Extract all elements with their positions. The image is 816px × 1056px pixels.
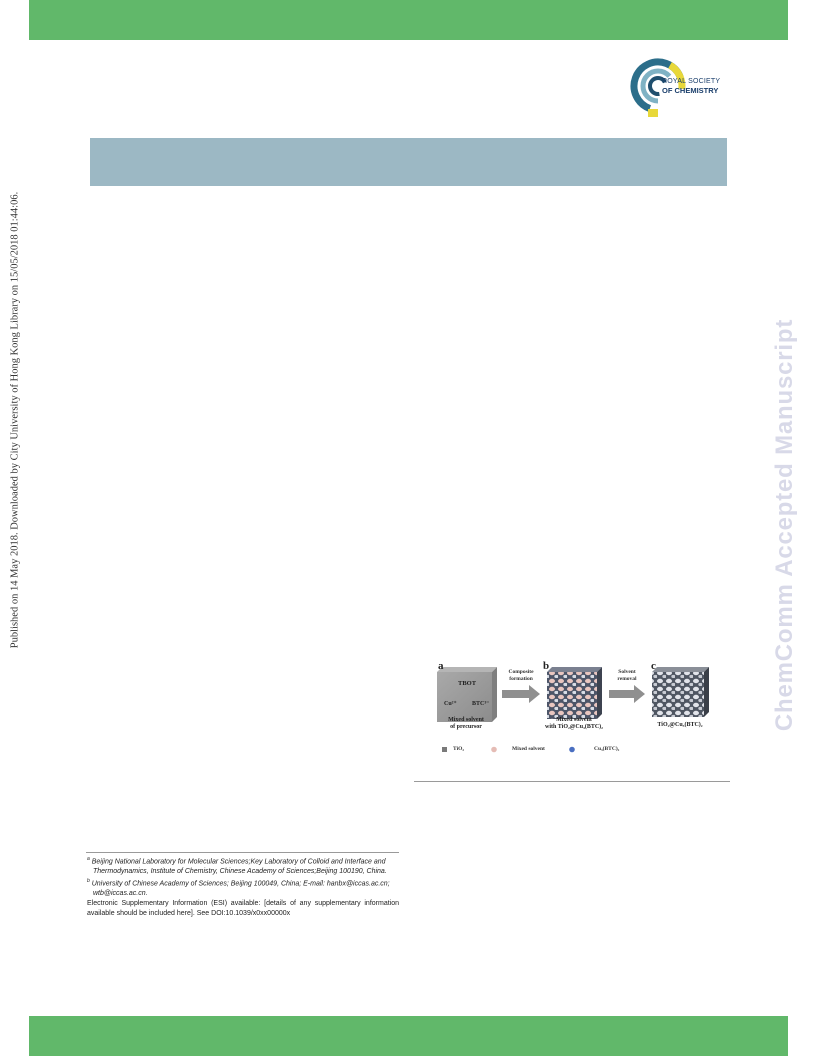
esi-note: Electronic Supplementary Information (ESI) available: [details of any supplementary information available should be included here]. See DOI:10.1039/x0xx00000x	[87, 899, 399, 917]
legend-tio2-label: TiO₂	[453, 746, 465, 752]
logo-line-2: OF CHEMISTRY	[662, 86, 719, 95]
arrow-1-label	[500, 669, 542, 683]
legend-mixed-solvent-label: Mixed solvent	[512, 746, 545, 752]
panel-c-letter: c	[651, 660, 656, 672]
arrow-solvent-removal	[609, 685, 645, 703]
accepted-manuscript-text: ChemComm Accepted Manuscript	[771, 318, 798, 732]
panel-a-caption-2: of precursor	[450, 724, 482, 730]
panel-a-box	[437, 667, 497, 722]
panel-b-box	[547, 667, 602, 719]
panel-b-caption-1: Mixed solvent	[556, 717, 592, 723]
arrow-2-line-1: Solvent	[618, 669, 636, 675]
footnote-b-mark: b	[87, 877, 90, 884]
panel-b-caption-2: with TiO₂@Cu₃(BTC)₂	[545, 724, 603, 730]
bottom-color-band	[29, 1016, 788, 1056]
footnote-a	[87, 855, 399, 877]
arrow-2-label	[606, 669, 648, 683]
legend-cu-btc-label: Cu₃(BTC)₂	[594, 746, 620, 752]
logo-line-1: ROYAL SOCIETY	[662, 78, 721, 85]
footnote-divider	[86, 852, 399, 853]
title-box	[90, 138, 727, 186]
panel-a-tbot: TBOT	[458, 680, 477, 687]
arrow-2-line-2: removal	[617, 676, 637, 682]
panel-a-letter: a	[438, 660, 444, 672]
top-color-band	[29, 0, 788, 40]
legend-cu-btc-marker	[569, 747, 575, 753]
legend-tio2-marker	[442, 747, 447, 752]
panel-c-caption: TiO₂@Cu₃(BTC)₂	[657, 722, 703, 728]
rsc-logo	[628, 55, 738, 121]
panel-a-caption-1: Mixed solvent	[448, 717, 484, 723]
arrow-composite-formation	[502, 685, 540, 703]
panel-a-btc: BTC³⁻	[472, 701, 490, 707]
footnotes	[87, 855, 399, 918]
arrow-1-line-2: formation	[509, 676, 533, 682]
panel-c-box	[652, 667, 709, 717]
footnote-b	[87, 877, 399, 899]
arrow-1-line-1: Composite	[508, 669, 534, 675]
panel-b-letter: b	[543, 660, 550, 672]
figure-divider	[414, 781, 730, 782]
legend-mixed-solvent-marker	[491, 747, 497, 753]
footnote-a-text: Beijing National Laboratory for Molecular Sciences;Key Laboratory of Colloid and Interface and Thermodynamics, Institute of Chemistry, Chinese Academy of Sciences;Beijing 100190, China.	[91, 858, 387, 876]
scheme-figure	[414, 662, 730, 762]
footnote-b-text: University of Chinese Academy of Sciences; Beijing 100049, China; E-mail: hanbx@iccas.ac.cn; wtb@iccas.ac.cn.	[91, 880, 390, 898]
download-watermark-text: Published on 14 May 2018. Downloaded by City University of Hong Kong Library on 15/05/2018 01:44:06.	[9, 191, 21, 649]
panel-a-cu: Cu²⁺	[444, 701, 457, 707]
footnote-a-mark: a	[87, 856, 90, 862]
